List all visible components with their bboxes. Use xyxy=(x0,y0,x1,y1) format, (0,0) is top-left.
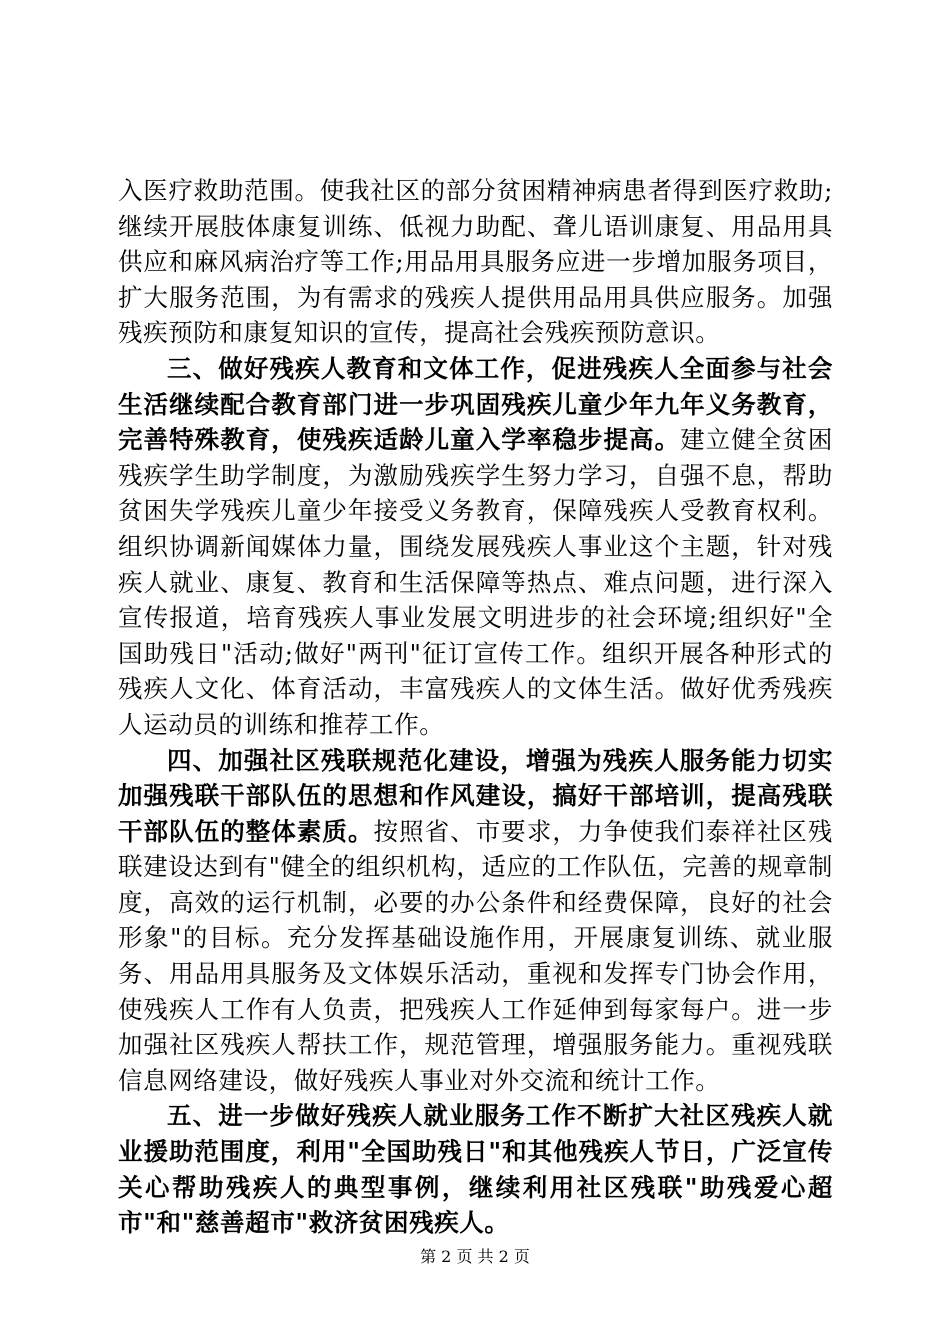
section-four-heading: 四、加强社区残联规范化建设，增强为残疾人服务能力切实加强残联干部队伍的思想和作风建设，搞好干部培训，提高残联干部队伍的整体素质。 xyxy=(118,745,833,846)
section-three-heading: 三、做好残疾人教育和文体工作，促进残疾人全面参与社会生活继续配合教育部门进一步巩固残疾儿童少年九年义务教育，完善特殊教育，使残疾适龄儿童入学率稳步提高。 xyxy=(118,353,833,455)
page-number-label: 第 2 页 共 2 页 xyxy=(420,1247,530,1266)
paragraph-1-text: 入医疗救助范围。使我社区的部分贫困精神病患者得到医疗救助;继续开展肢体康复训练、低视力助配、聋儿语训康复、用品用具供应和麻风病治疗等工作;用品用具服务应进一步增加服务项目，扩大服务范围，为有需求的残疾人提供用品用具供应服务。加强残疾预防和康复知识的宣传，提高社会残疾预防意识。 xyxy=(118,176,833,348)
section-four-text: 按照省、市要求，力争使我们泰祥社区残联建设达到有"健全的组织机构，适应的工作队伍，完善的规章制度，高效的运行机制，必要的办公条件和经费保障，良好的社会形象"的目标。充分发挥基础设施作用，开展康复训练、就业服务、用品用具服务及文体娱乐活动，重视和发挥专门协会作用，使残疾人工作有人负责，把残疾人工作延伸到每家每户。进一步加强社区残疾人帮扶工作，规范管理，增强服务能力。重视残联信息网络建设，做好残疾人事业对外交流和统计工作。 xyxy=(118,816,833,1095)
paragraph-4-section-five xyxy=(118,1098,833,1240)
section-three-text: 建立健全贫困残疾学生助学制度，为激励残疾学生努力学习，自强不息，帮助贫困失学残疾儿童少年接受义务教育，保障残疾人受教育权利。组织协调新闻媒体力量，围绕发展残疾人事业这个主题，针对残疾人就业、康复、教育和生活保障等热点、难点问题，进行深入宣传报道，培育残疾人事业发展文明进步的社会环境;组织好"全国助残日"活动;做好"两刊"征订宣传工作。组织开展各种形式的残疾人文化、体育活动，丰富残疾人的文体生活。做好优秀残疾人运动员的训练和推荐工作。 xyxy=(118,425,833,739)
page-footer xyxy=(0,1244,950,1267)
paragraph-2-section-three xyxy=(118,351,833,743)
document-body xyxy=(118,173,833,1241)
paragraph-3-section-four xyxy=(118,743,833,1099)
section-five-heading: 五、进一步做好残疾人就业服务工作不断扩大社区残疾人就业援助范围度，利用"全国助残日"和其他残疾人节日，广泛宣传关心帮助残疾人的典型事例，继续利用社区残联"助残爱心超市"和"慈善超市"救济贫困残疾人。 xyxy=(118,1101,833,1238)
paragraph-1 xyxy=(118,173,833,351)
